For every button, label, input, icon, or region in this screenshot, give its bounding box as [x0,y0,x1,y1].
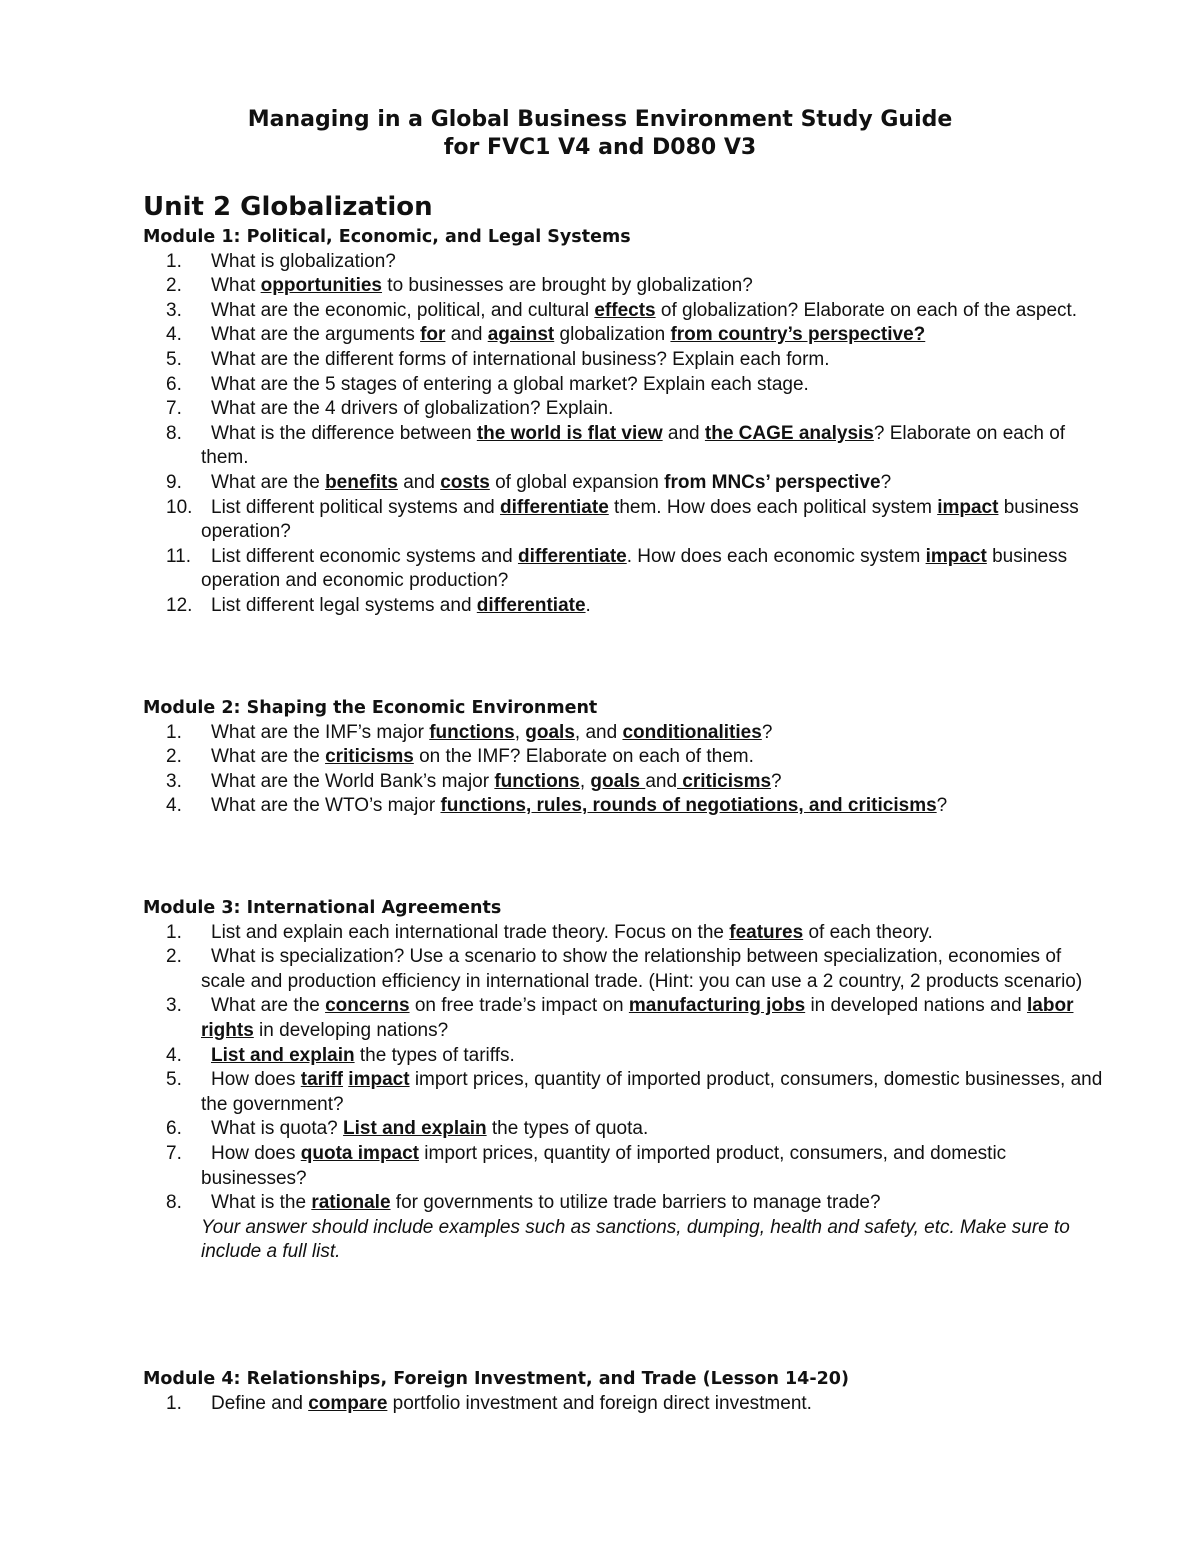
text-run: ? [771,770,782,792]
question-item [143,945,1103,994]
question-text [201,1143,1006,1189]
question-text [201,746,754,767]
document-title [0,106,1200,162]
question-list [143,250,1103,619]
text-run: How does [211,1142,301,1164]
question-number: 7. [166,398,182,420]
question-list [143,721,1103,819]
text-run: List and explain each international trade theory. Focus on the [211,921,730,943]
question-item [143,1191,1103,1265]
text-run: and [662,422,705,444]
question-number: 1. [166,721,182,743]
question-item [143,323,1103,348]
text-run: What are the [211,471,326,493]
question-number: 4. [166,324,182,346]
text-run: ? Elaborate on each of them. [201,422,1066,469]
question-text [201,349,830,370]
text-run: List different political systems and [211,496,501,518]
title-line-1: Managing in a Global Business Environment Study Guide [247,107,953,132]
text-run: What is the difference between [211,422,477,444]
question-number: 6. [166,1118,182,1140]
text-run: in developing nations? [253,1019,449,1041]
text-run: How does [211,1069,301,1091]
text-run: to businesses are brought by globalization? [382,275,753,297]
key-term: List and explain [343,1118,487,1140]
question-text [201,374,809,395]
text-run: What is specialization? Use a scenario to show the relationship between specialization, economies of scale and production efficiency in international trade. (Hint: you can use a 2 country, 2 products scenario) [201,946,1083,992]
text-run: What is the [211,1192,312,1214]
key-term: criticisms [325,746,414,768]
text-run: ? [936,795,948,817]
key-term: the world is flat view [476,422,663,444]
key-term: criticisms [677,770,772,792]
text-run: of globalization? Elaborate on each of the aspect. [655,299,1078,321]
question-item [143,348,1103,373]
text-run: of global expansion [489,471,665,493]
question-item [143,471,1103,496]
text-run: the types of quota. [486,1118,649,1140]
key-term: against [487,324,555,346]
question-item [143,1068,1103,1117]
text-run: in developed nations and [805,995,1028,1017]
module-3 [143,896,1103,1265]
unit-heading: Unit 2 Globalization [143,192,433,222]
module-heading: Module 1: Political, Economic, and Legal Systems [143,227,631,247]
text-run: globalization [554,324,671,346]
text-run: business operation and economic production? [201,545,1068,592]
question-item [143,299,1103,324]
key-term: functions [429,721,515,743]
question-number: 1. [166,1392,182,1414]
question-item [143,1117,1103,1142]
question-item [143,250,1103,275]
key-term: impact [937,496,999,518]
bold-phrase: from MNCs’ perspective [664,471,881,493]
text-run: , [579,770,591,792]
key-term: effects [594,299,656,321]
text-run: What are the 4 drivers of globalization? Explain. [211,398,614,420]
question-text [201,595,591,616]
key-term: differentiate [476,594,586,616]
text-run: for governments to utilize trade barriers to manage trade? [390,1192,881,1214]
question-text [201,995,1073,1041]
question-item [143,373,1103,398]
question-text [201,946,1082,992]
key-term: goals [590,770,646,792]
question-text [201,275,753,296]
text-run: What are the arguments [211,324,421,346]
question-item [143,1044,1103,1069]
question-text [201,1069,1102,1115]
question-item [143,721,1103,746]
question-number: 9. [166,471,182,493]
question-text [201,324,925,345]
key-term: differentiate [517,545,627,567]
question-number: 10. [166,496,193,518]
key-term: opportunities [260,275,383,297]
question-number: 1. [166,921,182,943]
question-number: 8. [166,1192,182,1214]
module-4 [143,1367,1103,1416]
question-number: 12. [166,594,193,616]
module-heading: Module 4: Relationships, Foreign Investment, and Trade (Lesson 14-20) [143,1369,849,1389]
text-run: List different economic systems and [211,545,518,567]
key-term: for [420,324,446,346]
module-heading: Module 3: International Agreements [143,898,502,918]
text-run: portfolio investment and foreign direct investment. [387,1392,812,1414]
question-text [201,1118,648,1139]
question-number: 6. [166,373,182,395]
text-run: and [645,770,678,792]
text-run: them. How does each political system [608,496,938,518]
text-run: import prices, quantity of imported product, consumers, domestic businesses, and the government? [201,1069,1103,1115]
text-run: What are the WTO’s major [211,795,441,817]
question-item [143,496,1103,545]
key-term: List and explain [211,1044,355,1066]
question-list [143,921,1103,1265]
key-term: features [729,921,804,943]
key-term: rationale [311,1192,391,1214]
text-run: What [211,275,261,297]
key-term: functions [494,770,580,792]
question-number: 3. [166,770,182,792]
question-number: 2. [166,275,182,297]
text-run: What is globalization? [211,250,396,272]
key-term: costs [440,471,490,493]
module-1 [143,225,1103,619]
text-run: , and [574,721,623,743]
question-item [143,770,1103,795]
key-term: manufacturing jobs [628,995,806,1017]
module-2 [143,696,1103,819]
key-term: labor rights [201,995,1074,1041]
question-text [201,795,947,816]
question-text [201,922,933,943]
key-term: conditionalities [622,721,762,743]
text-run: What are the IMF’s major [211,721,430,743]
question-number: 4. [166,1044,182,1066]
question-text [201,1393,812,1414]
text-run: Define and [211,1392,309,1414]
key-term: goals [525,721,575,743]
text-run: What are the [211,746,326,768]
question-text [201,398,613,419]
question-number: 2. [166,746,182,768]
key-term: quota impact [300,1142,420,1164]
question-item [143,274,1103,299]
question-item [143,994,1103,1043]
question-number: 11. [166,545,192,567]
question-number: 5. [166,348,182,370]
answer-hint: Your answer should include examples such as sanctions, dumping, health and safety, etc. Make sure to include a full list. [201,1216,1070,1263]
text-run: of each theory. [803,921,933,943]
text-run: ? [880,471,892,493]
question-number: 7. [166,1142,182,1164]
question-item [143,1392,1103,1417]
question-number: 2. [166,946,182,968]
question-text [201,423,1065,469]
question-text [201,1045,515,1066]
question-number: 4. [166,795,182,817]
text-run: ? [761,721,773,743]
text-run: and [445,324,488,346]
text-run: What are the different forms of international business? Explain each form. [211,348,830,370]
text-run: on the IMF? Elaborate on each of them. [413,746,754,768]
question-number: 5. [166,1069,182,1091]
question-text [201,497,1079,543]
key-term: impact [925,545,987,567]
module-heading: Module 2: Shaping the Economic Environment [143,698,598,718]
question-item [143,594,1103,619]
text-run: List different legal systems and [211,594,477,616]
text-run: . [585,594,591,616]
question-item [143,397,1103,422]
question-item [143,422,1103,471]
text-run: and [397,471,441,493]
question-item [143,745,1103,770]
question-text [201,251,396,272]
key-term: from country’s perspective? [670,324,926,346]
question-text [201,546,1067,592]
question-item [143,545,1103,594]
text-run: the types of tariffs. [354,1044,515,1066]
text-run: . How does each economic system [626,545,926,567]
key-term: tariff [300,1069,344,1091]
question-item [143,921,1103,946]
key-term: compare [308,1392,388,1414]
text-run: What are the [211,995,326,1017]
key-term: concerns [325,995,410,1017]
key-term: the CAGE analysis [704,422,874,444]
question-item [143,1142,1103,1191]
question-list [143,1392,1103,1417]
question-number: 8. [166,422,182,444]
key-term: benefits [325,471,398,493]
key-term: differentiate [500,496,609,518]
text-run: , [514,721,526,743]
title-line-2: for FVC1 V4 and D080 V3 [443,135,757,160]
question-text [201,472,891,493]
text-run: What are the World Bank’s major [211,770,495,792]
question-text [201,722,772,743]
question-text [201,771,782,792]
text-run: business operation? [201,496,1079,543]
key-term: impact [348,1069,410,1091]
text-run: What is quota? [211,1118,344,1140]
text-run: What are the economic, political, and cultural [211,299,595,321]
text-run: on free trade’s impact on [409,995,629,1017]
question-item [143,794,1103,819]
text-run: import prices, quantity of imported product, consumers, and domestic businesses? [201,1142,1007,1189]
question-number: 3. [166,995,182,1017]
question-number: 1. [166,250,182,272]
question-text [201,300,1077,321]
question-text [201,1192,881,1213]
question-number: 3. [166,299,182,321]
key-term: functions, rules, rounds of negotiations, and criticisms [440,795,937,817]
text-run: What are the 5 stages of entering a global market? Explain each stage. [211,373,809,395]
